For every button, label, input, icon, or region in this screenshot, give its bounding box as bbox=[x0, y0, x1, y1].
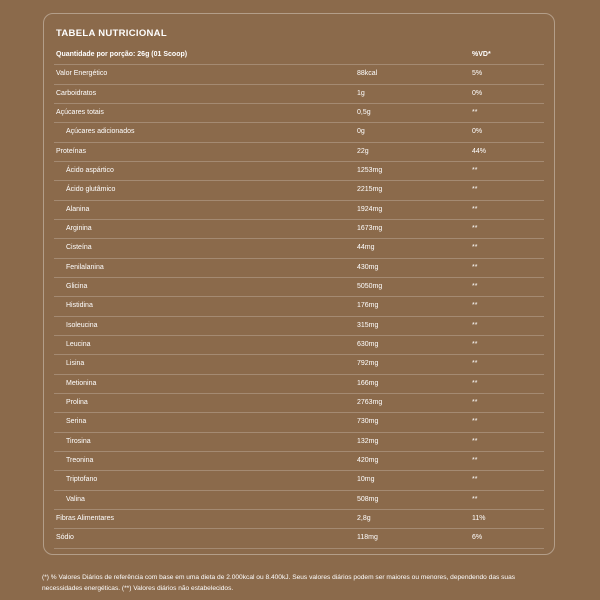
nutrient-name: Açúcares adicionados bbox=[66, 128, 135, 136]
nutrient-name: Cisteína bbox=[66, 244, 92, 252]
nutrient-name: Triptofano bbox=[66, 476, 98, 484]
table-row bbox=[54, 259, 544, 278]
nutrient-daily-value: ** bbox=[472, 398, 478, 406]
table-row bbox=[54, 317, 544, 336]
nutrient-daily-value: ** bbox=[472, 263, 478, 271]
nutrient-daily-value: ** bbox=[472, 321, 478, 329]
nutrient-daily-value: ** bbox=[472, 186, 478, 194]
nutrient-daily-value: 0% bbox=[472, 89, 483, 97]
table-row bbox=[54, 104, 544, 123]
nutrient-name: Fenilalanina bbox=[66, 263, 104, 271]
footnote: (*) % Valores Diários de referência com base em uma dieta de 2.000kcal ou 8.400kJ. Seus valores diários podem ser maiores ou menores, dependendo das suas necessidades energéticas. (**) Valores diários não estabelecidos. bbox=[42, 574, 516, 592]
nutrient-name: Fibras Alimentares bbox=[56, 514, 114, 522]
nutrient-daily-value: ** bbox=[472, 379, 478, 387]
nutrient-quantity: 508mg bbox=[357, 495, 379, 503]
nutrient-name: Glicina bbox=[66, 282, 88, 290]
nutrient-daily-value: ** bbox=[472, 437, 478, 445]
table-row bbox=[54, 297, 544, 316]
nutrient-daily-value: ** bbox=[472, 418, 478, 426]
table-row bbox=[54, 452, 544, 471]
table-row bbox=[54, 529, 544, 548]
nutrient-daily-value: ** bbox=[472, 456, 478, 464]
nutrient-daily-value: ** bbox=[472, 495, 478, 503]
nutrient-daily-value: ** bbox=[472, 244, 478, 252]
nutrient-daily-value: 5% bbox=[472, 70, 483, 78]
nutrient-name: Carboidratos bbox=[56, 89, 97, 97]
table-title: TABELA NUTRICIONAL bbox=[56, 28, 167, 39]
table-row bbox=[54, 220, 544, 239]
nutrient-quantity: 1g bbox=[357, 89, 365, 97]
nutrient-quantity: 132mg bbox=[357, 437, 379, 445]
table-row bbox=[54, 201, 544, 220]
nutrient-quantity: 1673mg bbox=[357, 224, 383, 232]
table-row bbox=[54, 336, 544, 355]
nutrient-name: Valor Energético bbox=[56, 70, 108, 78]
nutrient-name: Proteínas bbox=[56, 147, 86, 155]
nutrient-name: Tirosina bbox=[66, 437, 91, 445]
table-row bbox=[54, 123, 544, 142]
nutrient-name: Prolina bbox=[66, 398, 88, 406]
serving-size-label: Quantidade por porção: 26g (01 Scoop) bbox=[56, 51, 188, 58]
nutrient-name: Ácido glutâmico bbox=[66, 186, 116, 194]
table-row bbox=[54, 162, 544, 181]
nutrient-daily-value: ** bbox=[472, 108, 478, 116]
nutrient-name: Metionina bbox=[66, 379, 97, 387]
nutrient-daily-value: ** bbox=[472, 205, 478, 213]
nutrient-daily-value: 0% bbox=[472, 128, 483, 136]
nutrient-quantity: 88kcal bbox=[357, 70, 378, 78]
nutrient-quantity: 2763mg bbox=[357, 398, 383, 406]
table-header-row bbox=[54, 46, 544, 65]
table-row bbox=[54, 239, 544, 258]
nutrient-quantity: 5050mg bbox=[357, 282, 383, 290]
nutrient-name: Histidina bbox=[66, 302, 93, 310]
nutrient-quantity: 166mg bbox=[357, 379, 379, 387]
nutrient-quantity: 1924mg bbox=[357, 205, 383, 213]
nutrient-quantity: 1253mg bbox=[357, 166, 383, 174]
table-row bbox=[54, 375, 544, 394]
nutrient-quantity: 630mg bbox=[357, 340, 379, 348]
nutrient-name: Serina bbox=[66, 418, 87, 426]
table-row bbox=[54, 85, 544, 104]
nutrient-daily-value: ** bbox=[472, 340, 478, 348]
table-row bbox=[54, 181, 544, 200]
nutrient-name: Açúcares totais bbox=[56, 108, 104, 116]
nutrient-quantity: 176mg bbox=[357, 302, 379, 310]
nutrient-name: Ácido aspártico bbox=[66, 166, 114, 174]
nutrient-quantity: 2215mg bbox=[357, 186, 383, 194]
nutrient-daily-value: ** bbox=[472, 282, 478, 290]
nutrient-quantity: 430mg bbox=[357, 263, 379, 271]
vd-column-header: %VD* bbox=[472, 51, 491, 58]
nutrient-daily-value: ** bbox=[472, 302, 478, 310]
nutrient-name: Treonina bbox=[66, 456, 94, 464]
nutrient-quantity: 22g bbox=[357, 147, 369, 155]
nutrient-name: Isoleucina bbox=[66, 321, 98, 329]
nutrient-daily-value: ** bbox=[472, 166, 478, 174]
nutrient-name: Leucina bbox=[66, 340, 91, 348]
table-row bbox=[54, 471, 544, 490]
nutrient-daily-value: ** bbox=[472, 476, 478, 484]
table-row bbox=[54, 143, 544, 162]
nutrient-name: Arginina bbox=[66, 224, 92, 232]
nutrient-quantity: 730mg bbox=[357, 418, 379, 426]
nutrient-quantity: 0g bbox=[357, 128, 365, 136]
table-row bbox=[54, 433, 544, 452]
nutrition-table-panel bbox=[43, 13, 555, 555]
table-row bbox=[54, 65, 544, 84]
nutrient-quantity: 420mg bbox=[357, 456, 379, 464]
table-row bbox=[54, 394, 544, 413]
nutrient-quantity: 315mg bbox=[357, 321, 379, 329]
nutrient-daily-value: ** bbox=[472, 224, 478, 232]
nutrient-daily-value: 11% bbox=[472, 514, 486, 522]
nutrient-quantity: 2,8g bbox=[357, 514, 371, 522]
nutrient-name: Alanina bbox=[66, 205, 90, 213]
table-row bbox=[54, 491, 544, 510]
nutrient-quantity: 118mg bbox=[357, 534, 378, 542]
nutrient-name: Sódio bbox=[56, 534, 74, 542]
nutrient-quantity: 10mg bbox=[357, 476, 375, 484]
table-row bbox=[54, 413, 544, 432]
nutrient-quantity: 44mg bbox=[357, 244, 375, 252]
table-row bbox=[54, 355, 544, 374]
nutrient-name: Valina bbox=[66, 495, 85, 503]
nutrition-table bbox=[54, 46, 544, 549]
nutrient-name: Lisina bbox=[66, 360, 85, 368]
nutrient-quantity: 792mg bbox=[357, 360, 379, 368]
nutrient-daily-value: ** bbox=[472, 360, 478, 368]
nutrient-daily-value: 44% bbox=[472, 147, 487, 155]
nutrient-daily-value: 6% bbox=[472, 534, 483, 542]
nutrient-quantity: 0,5g bbox=[357, 108, 371, 116]
table-row bbox=[54, 510, 544, 529]
table-row bbox=[54, 278, 544, 297]
